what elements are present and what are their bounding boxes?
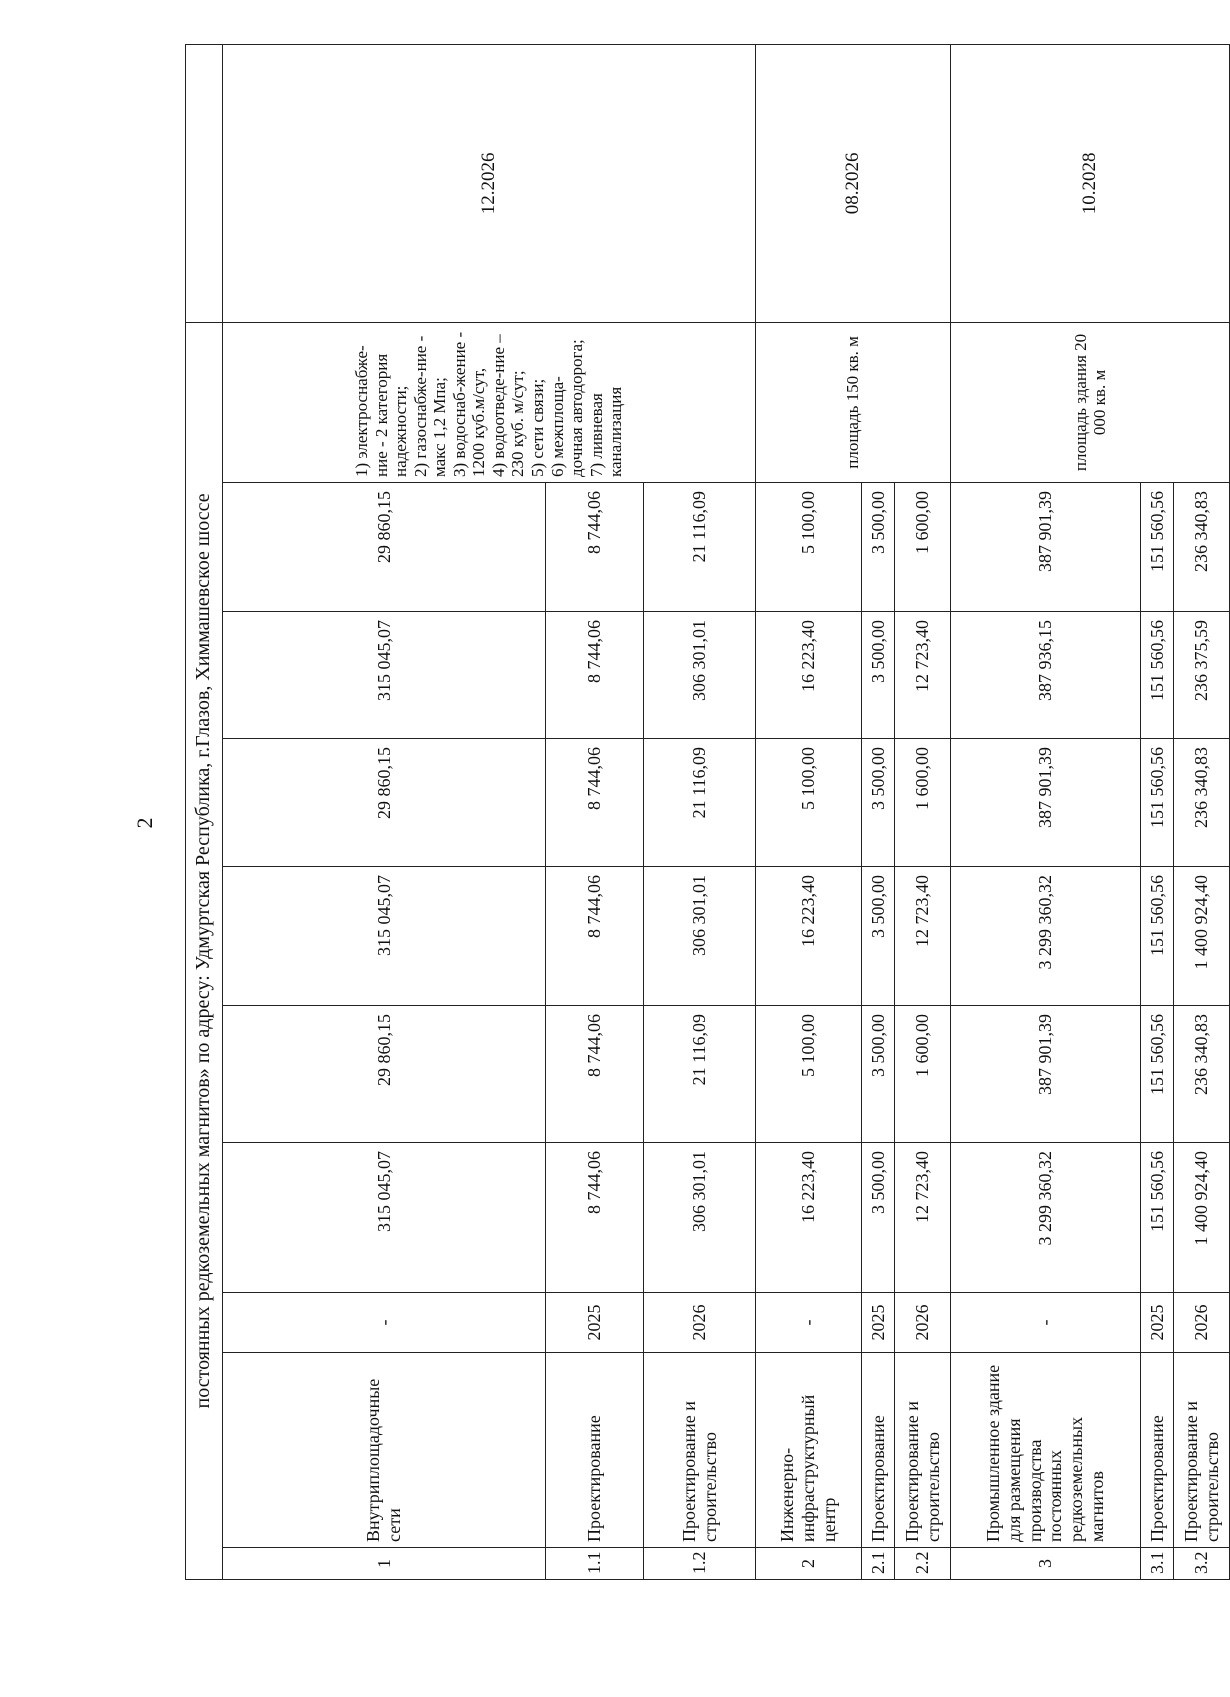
- row-num: 2: [755, 1548, 861, 1580]
- row-num: 1.2: [644, 1548, 756, 1580]
- row-value: 8 744,06: [546, 739, 644, 867]
- row-value: 151 560,56: [1140, 739, 1173, 867]
- row-name: Проектирование: [1140, 1353, 1173, 1548]
- row-value: 21 116,09: [644, 1006, 756, 1143]
- row-num: 3.1: [1140, 1548, 1173, 1580]
- row-value: 151 560,56: [1140, 867, 1173, 1006]
- row-value: 1 400 924,40: [1174, 867, 1230, 1006]
- center-date: 08.2026: [755, 44, 950, 322]
- row-value: 8 744,06: [546, 1143, 644, 1293]
- row-value: 3 299 360,32: [951, 1143, 1141, 1293]
- row-name: Проектирование и строительство: [1174, 1353, 1230, 1548]
- row-value: 3 500,00: [861, 1143, 894, 1293]
- spec-line: 5) сети связи;: [527, 378, 547, 477]
- row-value: 236 340,83: [1174, 739, 1230, 867]
- row-year: 2026: [644, 1293, 756, 1353]
- row-value: 8 744,06: [546, 867, 644, 1006]
- row-value: 315 045,07: [222, 867, 545, 1006]
- row-name: Проектирование и строительство: [895, 1353, 951, 1548]
- row-name: Промышленное здание для размещения производства постоянных редкоземельных магнитов: [951, 1353, 1141, 1548]
- spec-line: 4) водоотведе-ние – 230 куб. м/сут;: [488, 334, 528, 477]
- row-value: 12 723,40: [895, 612, 951, 739]
- row-value: 16 223,40: [755, 1143, 861, 1293]
- row-value: 236 340,83: [1174, 483, 1230, 612]
- networks-spec: [222, 322, 755, 482]
- row-value: 5 100,00: [755, 1006, 861, 1143]
- data-table: [185, 44, 1230, 1580]
- row-year: 2025: [1140, 1293, 1173, 1353]
- row-num: 1: [222, 1548, 545, 1580]
- row-value: 1 600,00: [895, 1006, 951, 1143]
- row-value: 21 116,09: [644, 483, 756, 612]
- row-value: 5 100,00: [755, 739, 861, 867]
- row-value: 151 560,56: [1140, 612, 1173, 739]
- row-value: 16 223,40: [755, 612, 861, 739]
- row-value: 236 340,83: [1174, 1006, 1230, 1143]
- rotated-table-container: [185, 45, 1230, 1580]
- table-title: постоянных редкоземельных магнитов» по адресу: Удмуртская Республика, г.Глазов, Химмашевское шоссе: [186, 322, 223, 1579]
- row-value: 8 744,06: [546, 1006, 644, 1143]
- row-name: Проектирование и строительство: [644, 1353, 756, 1548]
- row-value: 3 500,00: [861, 739, 894, 867]
- title-empty-cell: [186, 44, 223, 322]
- row-value: 3 500,00: [861, 1006, 894, 1143]
- spec-line: 2) газоснабже-ние - макс 1,2 Мпа;: [410, 335, 450, 477]
- row-value: 29 860,15: [222, 1006, 545, 1143]
- row-value: 29 860,15: [222, 483, 545, 612]
- row-name: Проектирование: [861, 1353, 894, 1548]
- center-spec: площадь 150 кв. м: [755, 322, 950, 482]
- row-value: 387 901,39: [951, 1006, 1141, 1143]
- row-value: 1 600,00: [895, 483, 951, 612]
- row-year: -: [755, 1293, 861, 1353]
- row-value: 315 045,07: [222, 612, 545, 739]
- row-value: 1 400 924,40: [1174, 1143, 1230, 1293]
- row-num: 3: [951, 1548, 1141, 1580]
- row-num: 2.2: [895, 1548, 951, 1580]
- row-year: 2026: [895, 1293, 951, 1353]
- row-value: 387 901,39: [951, 483, 1141, 612]
- row-name: Проектирование: [546, 1353, 644, 1548]
- row-value: 236 375,59: [1174, 612, 1230, 739]
- row-year: 2026: [1174, 1293, 1230, 1353]
- row-value: 21 116,09: [644, 739, 756, 867]
- row-value: 1 600,00: [895, 739, 951, 867]
- row-value: 29 860,15: [222, 739, 545, 867]
- row-value: 151 560,56: [1140, 1143, 1173, 1293]
- row-name: Инженерно-инфраструктурный центр: [755, 1353, 861, 1548]
- row-num: 3.2: [1174, 1548, 1230, 1580]
- row-value: 387 936,15: [951, 612, 1141, 739]
- networks-date: 12.2026: [222, 44, 755, 322]
- building-spec: площадь здания 20 000 кв. м: [951, 322, 1230, 482]
- row-value: 12 723,40: [895, 867, 951, 1006]
- row-value: 151 560,56: [1140, 1006, 1173, 1143]
- row-year: -: [951, 1293, 1141, 1353]
- row-value: 3 500,00: [861, 483, 894, 612]
- spec-line: 6) межплоща-дочная автодорога;: [547, 339, 587, 477]
- building-date: 10.2028: [951, 44, 1230, 322]
- row-year: 2025: [861, 1293, 894, 1353]
- row-value: 5 100,00: [755, 483, 861, 612]
- row-value: 306 301,01: [644, 612, 756, 739]
- row-value: 387 901,39: [951, 739, 1141, 867]
- row-value: 315 045,07: [222, 1143, 545, 1293]
- row-value: 3 500,00: [861, 867, 894, 1006]
- page-number: 2: [132, 817, 157, 829]
- row-name: Внутриплощадочные сети: [222, 1353, 545, 1548]
- spec-line: 7) ливневая канализация: [586, 386, 626, 477]
- row-value: 3 299 360,32: [951, 867, 1141, 1006]
- spec-line: 3) водоснаб-жение - 1200 куб.м/сут,: [449, 331, 489, 477]
- row-value: 16 223,40: [755, 867, 861, 1006]
- row-value: 306 301,01: [644, 1143, 756, 1293]
- row-value: 8 744,06: [546, 483, 644, 612]
- row-value: 8 744,06: [546, 612, 644, 739]
- row-year: -: [222, 1293, 545, 1353]
- row-value: 151 560,56: [1140, 483, 1173, 612]
- row-num: 1.1: [546, 1548, 644, 1580]
- row-value: 3 500,00: [861, 612, 894, 739]
- row-year: 2025: [546, 1293, 644, 1353]
- spec-line: 1) электроснабже-ние - 2 категория надежности;: [352, 345, 411, 477]
- row-num: 2.1: [861, 1548, 894, 1580]
- row-value: 12 723,40: [895, 1143, 951, 1293]
- row-value: 306 301,01: [644, 867, 756, 1006]
